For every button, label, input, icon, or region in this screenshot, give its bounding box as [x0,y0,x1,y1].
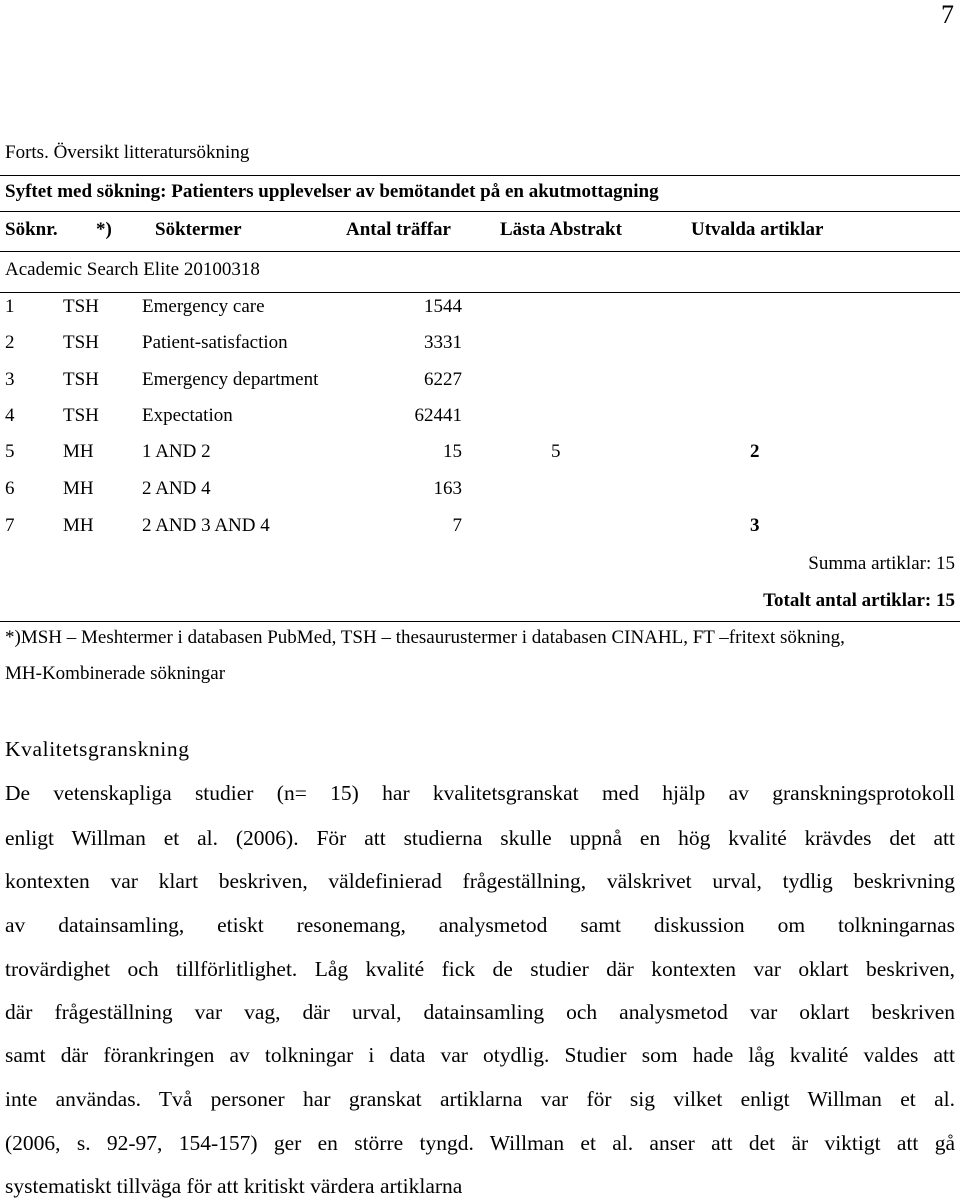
header-soktermer: Söktermer [155,219,242,240]
row-type: MH [63,441,94,462]
total-articles: Totalt antal artiklar: 15 [763,590,955,611]
row-nr: 3 [5,369,15,390]
row-hits: 3331 [424,332,462,353]
row-term: 2 AND 4 [142,478,211,499]
row-hits: 6227 [424,369,462,390]
section-title: Forts. Översikt litteratursökning [5,142,250,163]
footnote-line: *)MSH – Meshtermer i databasen PubMed, TSH – thesaurustermer i databasen CINAHL, FT –fritext sökning, [5,627,845,648]
sum-articles: Summa artiklar: 15 [808,553,955,574]
row-hits: 163 [433,478,462,499]
row-nr: 4 [5,405,15,426]
divider [0,251,960,252]
row-hits: 1544 [424,296,462,317]
footnote-line: MH-Kombinerade sökningar [5,663,226,684]
quality-heading: Kvalitetsgranskning [5,737,190,761]
row-hits: 15 [443,441,462,462]
page-number: 7 [941,0,954,29]
paragraph-line: De vetenskapliga studier (n= 15) har kvalitetsgranskat med hjälp av granskningsprotokoll [5,781,955,805]
row-abstracts: 5 [551,441,561,462]
row-type: MH [63,515,94,536]
row-term: 2 AND 3 AND 4 [142,515,270,536]
row-nr: 2 [5,332,15,353]
row-selected: 2 [750,441,760,462]
row-selected: 3 [750,515,760,536]
paragraph-line: (2006, s. 92-97, 154-157) ger en större tyngd. Willman et al. anser att det är viktigt att gå [5,1131,955,1155]
row-term: Expectation [142,405,233,426]
paragraph-line: kontexten var klart beskriven, väldefinierad frågeställning, välskrivet urval, tydlig beskrivning [5,869,955,893]
paragraph-line: av datainsamling, etiskt resonemang, analysmetod samt diskussion om tolkningarnas [5,913,955,937]
row-nr: 1 [5,296,15,317]
row-type: MH [63,478,94,499]
row-term: 1 AND 2 [142,441,211,462]
database-name: Academic Search Elite 20100318 [5,259,260,280]
row-nr: 5 [5,441,15,462]
row-term: Patient-satisfaction [142,332,288,353]
paragraph-line: samt där förankringen av tolkningar i data var otydlig. Studier som hade låg kvalité valdes att [5,1043,955,1067]
paragraph-line: där frågeställning var vag, där urval, datainsamling och analysmetod var oklart beskriven [5,1000,955,1024]
row-nr: 6 [5,478,15,499]
header-utvalda-artiklar: Utvalda artiklar [691,219,824,240]
paragraph-line: systematiskt tillväga för att kritiskt värdera artiklarna [5,1174,463,1198]
paragraph-line: inte användas. Två personer har granskat artiklarna var för sig vilket enligt Willman et al. [5,1087,955,1111]
divider [0,621,960,622]
row-type: TSH [63,405,99,426]
paragraph-line: trovärdighet och tillförlitlighet. Låg kvalité fick de studier där kontexten var oklart beskriven, [5,957,955,981]
row-hits: 62441 [414,405,462,426]
header-lasta-abstrakt: Lästa Abstrakt [500,219,622,240]
row-term: Emergency care [142,296,265,317]
row-type: TSH [63,332,99,353]
paragraph-line: enligt Willman et al. (2006). För att studierna skulle uppnå en hög kvalité krävdes det att [5,826,955,850]
header-soknr: Söknr. [5,219,58,240]
row-nr: 7 [5,515,15,536]
divider [0,175,960,176]
row-type: TSH [63,369,99,390]
header-type: *) [96,219,112,240]
search-aim: Syftet med sökning: Patienters upplevelser av bemötandet på en akutmottagning [5,181,659,202]
header-antal-traffar: Antal träffar [346,219,451,240]
row-term: Emergency department [142,369,319,390]
divider [0,211,960,212]
row-type: TSH [63,296,99,317]
divider [0,292,960,293]
row-hits: 7 [452,515,462,536]
